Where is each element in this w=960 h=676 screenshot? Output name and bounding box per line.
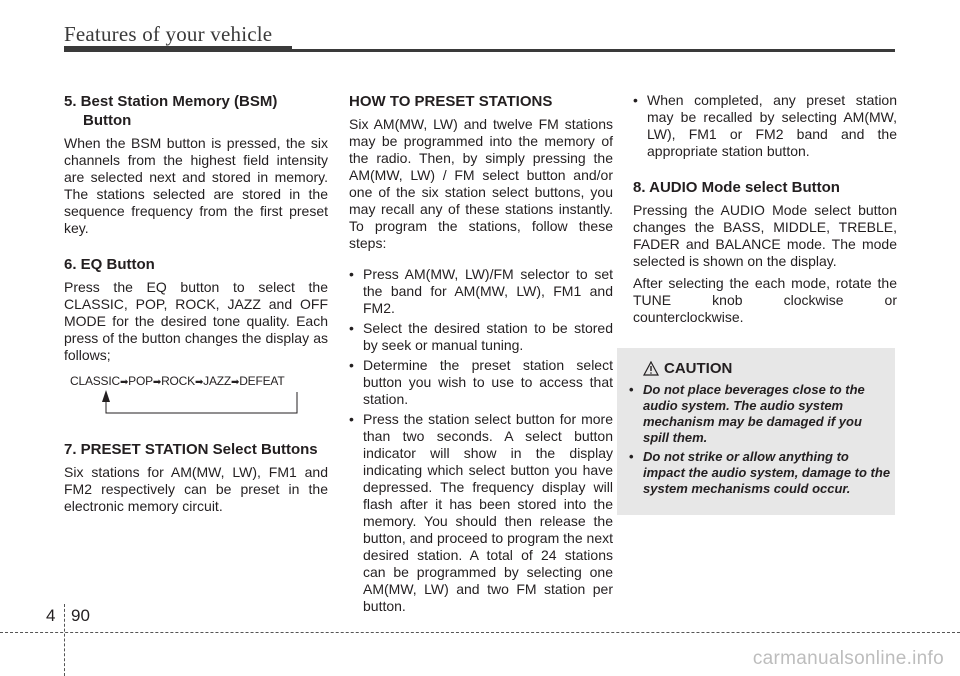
loop-back-arrow-icon (64, 388, 304, 424)
footer-rule (0, 632, 960, 633)
eq-mode-rock: ROCK (161, 374, 195, 388)
header-rule (64, 49, 895, 52)
caution-list (629, 382, 891, 500)
arrow-right-icon: ➡ (231, 377, 240, 388)
arrow-right-icon: ➡ (152, 377, 162, 388)
how-to-preset-intro: Six AM(MW, LW) and twelve FM stations may be programmed into the memory of the radio. Then, by simply pressing the AM(MW, LW) / FM select button and/or one of the six station select buttons, you may recall any of these stations instantly. To program the stations, follow these steps: (349, 116, 613, 251)
audio-text-1: Pressing the AUDIO Mode select button changes the BASS, MIDDLE, TREBLE, FADER and BALANCE mode. The mode selected is shown on the display. (633, 202, 897, 269)
preset-text: Six stations for AM(MW, LW), FM1 and FM2 respectively can be preset in the electronic memory circuit. (64, 464, 328, 514)
column-middle (349, 92, 613, 618)
column-left (64, 92, 328, 515)
preset-heading: 7. PRESET STATION Select Buttons (64, 441, 318, 458)
eq-mode-classic: CLASSIC (70, 374, 120, 388)
eq-sequence-diagram (64, 374, 328, 422)
audio-heading: 8. AUDIO Mode select Button (633, 179, 840, 196)
footer-divider (64, 604, 65, 676)
header-title: Features of your vehicle (64, 22, 273, 46)
completed-list (633, 92, 897, 160)
page-number: 90 (71, 606, 90, 625)
list-item: • When completed, any preset station may be recalled by selecting AM(MW, LW), FM1 or FM2 band and the appropriate station button. (633, 92, 897, 160)
list-item: • Press the station select button for more than two seconds. A select button indicator will show in the display indicating which select button you have depressed. The frequency display will flash after it has been stored into the memory. You should then release the button, and proceed to program the next desired station. A total of 24 stations can be programmed by selecting one AM(MW, LW) and two FM station per button. (349, 411, 613, 615)
list-item: • Determine the preset station select button you wish to use to access that station. (349, 357, 613, 408)
warning-triangle-icon (643, 361, 659, 376)
audio-text-2: After selecting the each mode, rotate the TUNE knob clockwise or counterclockwise. (633, 275, 897, 325)
caution-heading: CAUTION (664, 360, 733, 377)
list-item: • Do not strike or allow anything to impact the audio system, damage to the system mechanisms could occur. (629, 449, 891, 497)
eq-mode-pop: POP (128, 374, 153, 388)
how-to-preset-heading: HOW TO PRESET STATIONS (349, 93, 553, 110)
list-item: • Press AM(MW, LW)/FM selector to set the band for AM(MW, LW), FM1 and FM2. (349, 266, 613, 317)
caution-title (643, 360, 732, 377)
eq-heading: 6. EQ Button (64, 256, 155, 273)
watermark: carmanualsonline.info (752, 648, 944, 669)
eq-text: Press the EQ button to select the CLASSIC, POP, ROCK, JAZZ and OFF MODE for the desired tone quality. Each press of the button changes the display as follows; (64, 279, 328, 363)
eq-mode-defeat: DEFEAT (239, 374, 285, 388)
list-item: • Do not place beverages close to the audio system. The audio system mechanism may be damaged if you spill them. (629, 382, 891, 446)
eq-mode-jazz: JAZZ (203, 374, 232, 388)
preset-steps-list (349, 266, 613, 615)
list-item: • Select the desired station to be stored by seek or manual tuning. (349, 320, 613, 354)
bsm-text: When the BSM button is pressed, the six channels from the highest field intensity are selected next and stored in memory. The stations selected are stored in the sequence frequency from the first preset key. (64, 135, 328, 236)
section-number: 4 (46, 606, 56, 625)
arrow-right-icon: ➡ (194, 377, 204, 388)
column-right (633, 92, 897, 326)
bsm-heading: 5. Best Station Memory (BSM) Button (64, 93, 278, 129)
caution-box (617, 348, 895, 515)
arrow-right-icon: ➡ (119, 377, 129, 388)
